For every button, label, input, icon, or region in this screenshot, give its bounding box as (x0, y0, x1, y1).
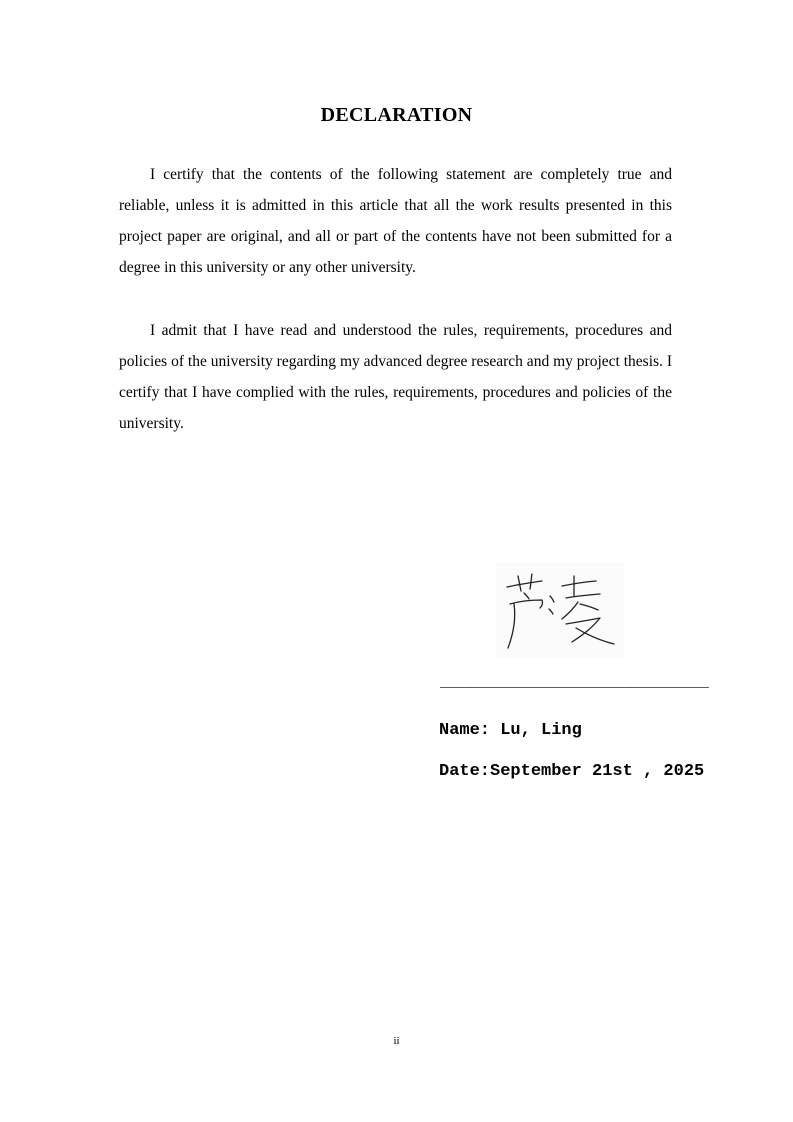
signature-drawing (496, 562, 624, 658)
signature-date: Date:September 21st , 2025 (439, 762, 705, 781)
page-title: DECLARATION (320, 104, 473, 126)
handwritten-signature (496, 562, 624, 658)
page-number: ii (393, 1035, 400, 1047)
signer-name: Name: Lu, Ling (439, 721, 582, 740)
compliance-paragraph: I admit that I have read and understood the rules, requirements, procedures and policies of the university regarding my advanced degree research and my project thesis. I certify that I have complied with the rules, requirements, procedures and policies of the university. (119, 322, 672, 432)
signature-line: ________________________________ (440, 675, 709, 691)
certification-paragraph: I certify that the contents of the following statement are completely true and reliable, unless it is admitted in this article that all the work results presented in this project paper are original, and all or part of the contents have not been submitted for a degree in this university or any other university. (119, 166, 672, 276)
